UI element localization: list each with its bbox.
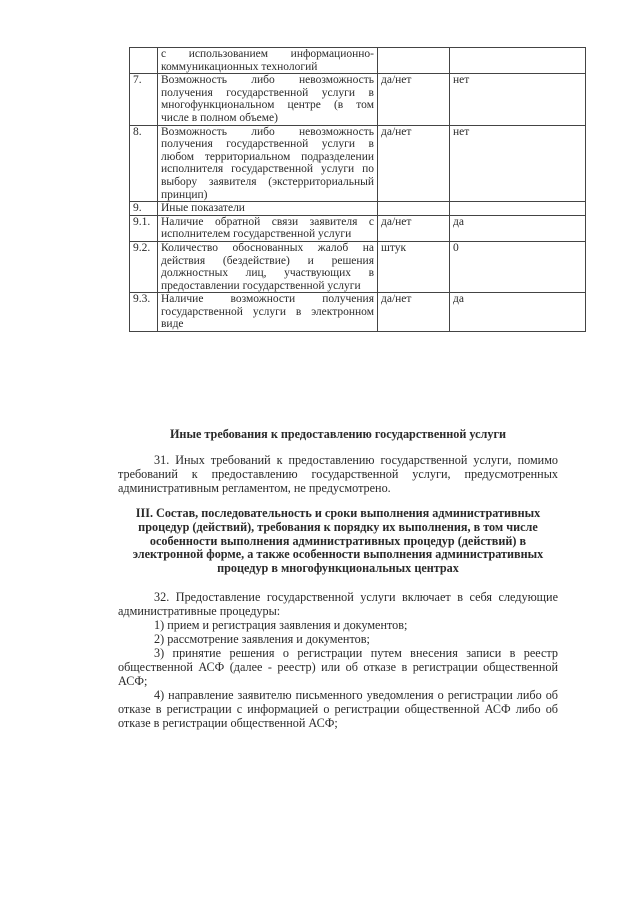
- row-unit: [378, 48, 450, 74]
- row-number: 9.1.: [130, 215, 158, 241]
- row-number: [130, 48, 158, 74]
- table-row: [130, 74, 586, 125]
- row-unit: да/нет: [378, 293, 450, 332]
- table-row: [130, 241, 586, 292]
- row-value: да: [450, 215, 586, 241]
- row-indicator: Возможность либо невозможность получения государственной услуги в многофункциональном центре (в том числе в полном объеме): [158, 74, 378, 125]
- row-value: 0: [450, 241, 586, 292]
- procedure-item: 4) направление заявителю письменного уведомления о регистрации либо об отказе в регистрации с информацией о регистрации общественной АСФ либо об отказе в регистрации общественной АСФ;: [118, 688, 558, 730]
- row-indicator: Возможность либо невозможность получения государственной услуги в любом территориальном подразделении исполнителя государственной услуги по выбору заявителя (экстерриториальный принцип): [158, 125, 378, 202]
- row-number: 9.2.: [130, 241, 158, 292]
- table-row: [130, 215, 586, 241]
- row-indicator: Наличие обратной связи заявителя с исполнителем государственной услуги: [158, 215, 378, 241]
- other-requirements-heading: Иные требования к предоставлению государственной услуги: [169, 427, 507, 441]
- paragraph-31: 31. Иных требований к предоставлению государственной услуги, помимо требований к предоставлению государственной услуги, предусмотренных административным регламентом, не предусмотрено.: [118, 453, 558, 495]
- row-unit: да/нет: [378, 74, 450, 125]
- row-unit: да/нет: [378, 125, 450, 202]
- procedure-item: 3) принятие решения о регистрации путем внесения записи в реестр общественной АСФ (далее - реестр) или об отказе в регистрации общественной АСФ;: [118, 646, 558, 688]
- table-row: [130, 48, 586, 74]
- row-indicator: с использованием информационно-коммуникационных технологий: [158, 48, 378, 74]
- row-unit: да/нет: [378, 215, 450, 241]
- row-unit: штук: [378, 241, 450, 292]
- row-value: [450, 48, 586, 74]
- row-value: нет: [450, 74, 586, 125]
- table-row: [130, 293, 586, 332]
- row-value: нет: [450, 125, 586, 202]
- table-row: [130, 202, 586, 216]
- row-number: 9.3.: [130, 293, 158, 332]
- row-number: 8.: [130, 125, 158, 202]
- procedure-item: 1) прием и регистрация заявления и документов;: [154, 618, 408, 632]
- table-row: [130, 125, 586, 202]
- row-value: да: [450, 293, 586, 332]
- row-indicator: Наличие возможности получения государственной услуги в электронном виде: [158, 293, 378, 332]
- section-3-heading: III. Состав, последовательность и сроки выполнения административных процедур (действий), требования к порядку их выполнения, в том числе особенности выполнения административных процедур (действий) в электронной форме, а также особенности выполнения административных процедур в многофункциональных центрах: [132, 506, 544, 576]
- row-value: [450, 202, 586, 216]
- paragraph-32: 32. Предоставление государственной услуги включает в себя следующие административные процедуры:: [118, 590, 558, 618]
- row-indicator: Иные показатели: [158, 202, 378, 216]
- row-indicator: Количество обоснованных жалоб на действия (бездействие) и решения должностных лиц, участвующих в предоставлении государственной услуги: [158, 241, 378, 292]
- row-number: 9.: [130, 202, 158, 216]
- row-unit: [378, 202, 450, 216]
- row-number: 7.: [130, 74, 158, 125]
- procedure-item: 2) рассмотрение заявления и документов;: [154, 632, 370, 646]
- indicators-table: [129, 47, 586, 332]
